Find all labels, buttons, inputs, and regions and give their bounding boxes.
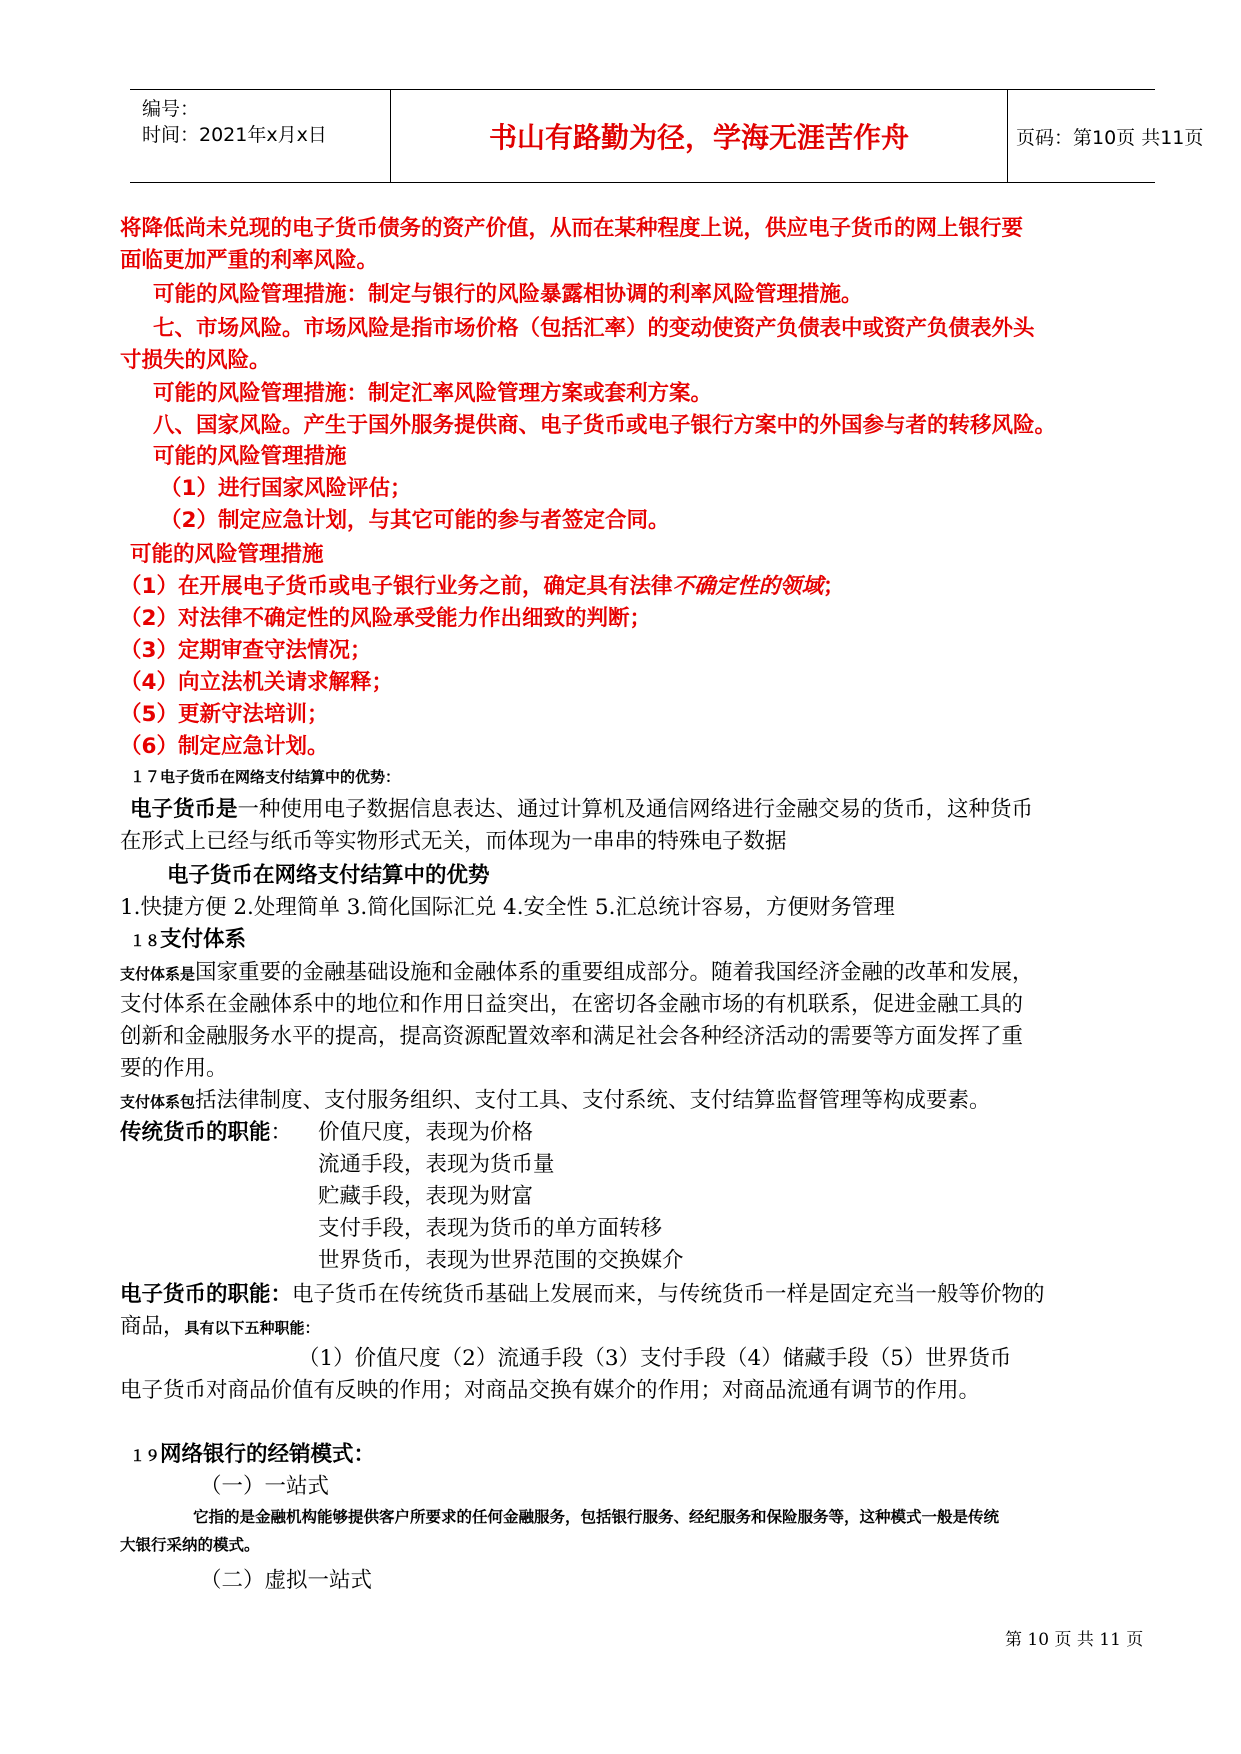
section-19-heading	[130, 1437, 375, 1468]
mode-one-stop: （一）一站式	[200, 1474, 330, 1499]
section-17-heading: １７电子货币在网络支付结算中的优势：	[130, 768, 401, 786]
red-line: （4）向立法机关请求解释；	[120, 670, 393, 695]
motto: 书山有路勤为径，学海无涯苦作舟	[488, 121, 909, 154]
red-line: 寸损失的风险。	[120, 348, 271, 373]
payment-system-text: 国家重要的金融基础设施和金融体系的重要组成部分。随着我国经济金融的改革和发展，	[195, 960, 1034, 985]
page-footer: 第 10 页 共 11 页	[1005, 1630, 1144, 1650]
red-line: （3）定期审查守法情况；	[120, 638, 372, 663]
traditional-function-item: 价值尺度，表现为价格	[318, 1120, 534, 1145]
section-18-title: 支付体系	[160, 927, 247, 952]
e-money-functions-text: 电子货币在传统货币基础上发展而来，与传统货币一样是固定充当一般等价物的	[292, 1282, 1045, 1307]
red-line: （1）进行国家风险评估；	[160, 476, 412, 501]
payment-system-term: 支付体系是	[120, 965, 196, 983]
e-money-functions-line2	[120, 1309, 320, 1340]
red-line: 面临更加严重的利率风险。	[120, 248, 379, 273]
advantages-list: 1.快捷方便 2.处理简单 3.简化国际汇兑 4.安全性 5.汇总统计容易，方便财务管理	[120, 895, 895, 920]
red-line-tail: ；	[822, 574, 845, 599]
red-line: 将降低尚未兑现的电子货币债务的资产价值，从而在某种程度上说，供应电子货币的网上银行要	[120, 216, 1024, 241]
e-money-functions-l2a: 商品，	[120, 1314, 185, 1339]
traditional-function-item: 支付手段，表现为货币的单方面转移	[318, 1216, 663, 1241]
header-page-cell	[1006, 90, 1204, 182]
traditional-label: 传统货币的职能	[120, 1120, 271, 1145]
red-line: （6）制定应急计划。	[120, 734, 329, 759]
elements-text: 括法律制度、支付服务组织、支付工具、支付系统、支付结算监督管理等构成要素。	[195, 1088, 991, 1113]
traditional-functions-label	[120, 1115, 292, 1146]
advantages-heading: 电子货币在网络支付结算中的优势	[167, 863, 490, 888]
mode-virtual-one-stop: （二）虚拟一站式	[200, 1568, 373, 1593]
red-line	[120, 569, 845, 600]
mode-one-stop-desc: 它指的是金融机构能够提供客户所要求的任何金融服务，包括银行服务、经纪服务和保险服务等，这种模式一般是传统	[193, 1508, 1000, 1526]
e-money-definition-line2: 在形式上已经与纸币等实物形式无关，而体现为一串串的特殊电子数据	[120, 829, 787, 854]
e-money-definition	[130, 792, 1033, 823]
payment-system-line: 支付体系在金融体系中的地位和作用日益突出，在密切各金融市场的有机联系，促进金融工具的	[120, 992, 1024, 1017]
red-italic-text: 不确定性的领域	[672, 574, 823, 599]
e-money-functions-list: （1）价值尺度（2）流通手段（3）支付手段（4）储藏手段（5）世界货币	[298, 1346, 1012, 1371]
traditional-function-item: 流通手段，表现为货币量	[318, 1152, 555, 1177]
traditional-function-item: 世界货币，表现为世界范围的交换媒介	[318, 1248, 684, 1273]
red-line: 八、国家风险。产生于国外服务提供商、电子货币或电子银行方案中的外国参与者的转移风险。	[153, 413, 1057, 438]
page-header	[130, 89, 1204, 183]
number-label: 编号：	[142, 98, 200, 120]
section-19-number: １９	[130, 1447, 161, 1465]
traditional-colon: ：	[270, 1120, 293, 1145]
e-money-functions-para	[120, 1277, 1045, 1308]
red-line: （2）对法律不确定性的风险承受能力作出细致的判断；	[120, 606, 651, 631]
payment-system-para	[120, 955, 1034, 986]
red-line: （2）制定应急计划，与其它可能的参与者签定合同。	[160, 508, 670, 533]
mode-one-stop-desc-line2: 大银行采纳的模式。	[120, 1536, 260, 1554]
page-info: 页码：第10页 共11页	[1016, 126, 1204, 149]
payment-system-elements	[120, 1083, 991, 1114]
header-motto-cell	[390, 90, 1008, 182]
payment-system-line: 创新和金融服务水平的提高，提高资源配置效率和满足社会各种经济活动的需要等方面发挥了重	[120, 1024, 1024, 1049]
red-line: 七、市场风险。市场风险是指市场价格（包括汇率）的变动使资产负债表中或资产负债表外头	[153, 316, 1035, 341]
section-18-number: １８	[130, 932, 161, 950]
red-line: （5）更新守法培训；	[120, 702, 329, 727]
elements-term: 支付体系包	[120, 1093, 196, 1111]
definition-text: 一种使用电子数据信息表达、通过计算机及通信网络进行金融交易的货币，这种货币	[237, 797, 1034, 822]
header-info-cell	[130, 90, 390, 182]
definition-term: 电子货币是	[130, 797, 238, 822]
traditional-function-item: 贮藏手段，表现为财富	[318, 1184, 534, 1209]
e-money-functions-l2b: 具有以下五种职能：	[184, 1319, 320, 1337]
red-line: 可能的风险管理措施：制定汇率风险管理方案或套利方案。	[153, 381, 713, 406]
e-money-effect: 电子货币对商品价值有反映的作用；对商品交换有媒介的作用；对商品流通有调节的作用。	[120, 1378, 981, 1403]
red-line: 可能的风险管理措施	[153, 444, 347, 469]
red-line-text: （1）在开展电子货币或电子银行业务之前，确定具有法律	[120, 574, 673, 599]
payment-system-line: 要的作用。	[120, 1056, 228, 1081]
section-19-title: 网络银行的经销模式：	[160, 1442, 376, 1467]
red-line: 可能的风险管理措施	[130, 542, 324, 567]
e-money-functions-label: 电子货币的职能：	[120, 1282, 293, 1307]
section-18-heading	[130, 922, 246, 953]
red-line: 可能的风险管理措施：制定与银行的风险暴露相协调的利率风险管理措施。	[153, 282, 863, 307]
time-label: 时间：2021年x月x日	[142, 124, 327, 146]
